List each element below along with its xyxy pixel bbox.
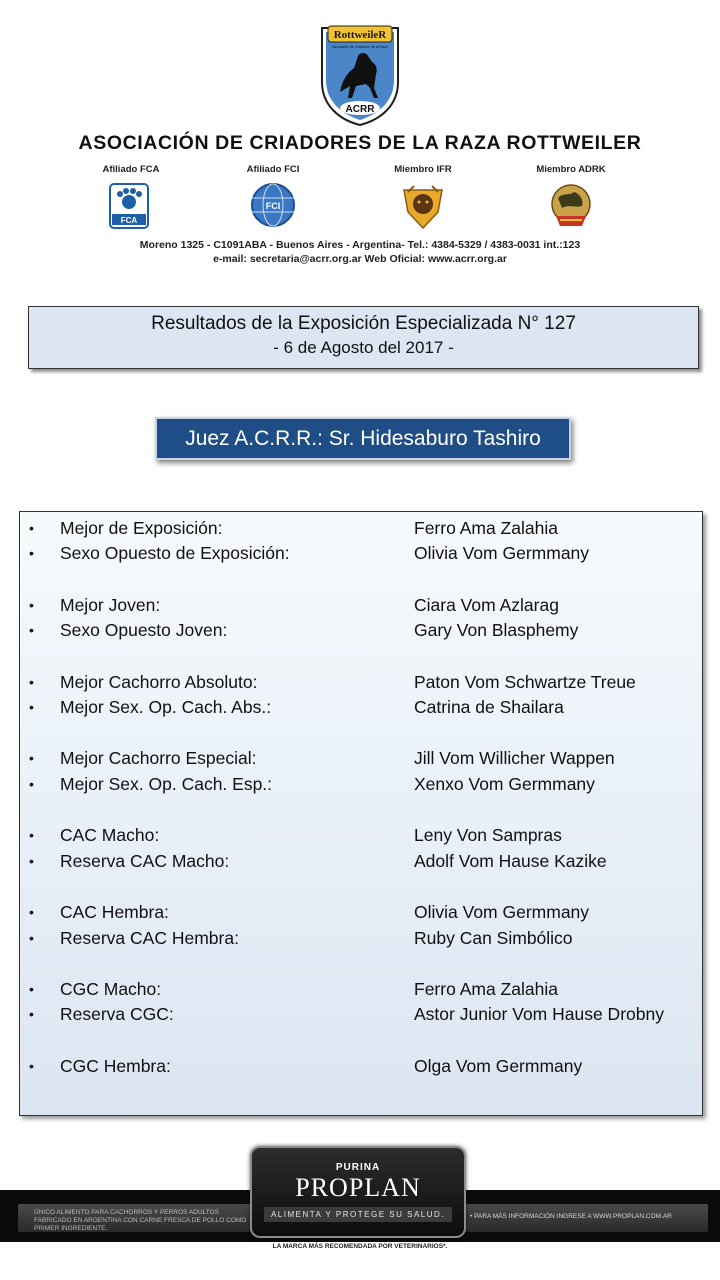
logo-top-text: RottweileR [333,29,387,41]
award-winner: Xenxo Vom Germmany [414,774,595,794]
list-item [20,518,704,542]
logo-bottom-text: ACRR [345,104,375,115]
list-item [20,697,704,721]
award-winner: Olga Vom Germmany [414,1056,583,1076]
award-label: CAC Hembra: [60,902,169,922]
bullet: • [29,776,34,792]
organization-name: ASOCIACIÓN DE CRIADORES DE LA RAZA ROTTWEILER [78,132,642,154]
purina-label: PURINA [335,1162,381,1173]
bullet: • [29,520,34,536]
bullet: • [29,622,34,638]
award-label: Reserva CAC Hembra: [60,928,239,948]
list-item [20,1056,704,1080]
bullet: • [29,930,34,946]
award-label: Reserva CGC: [60,1004,174,1024]
award-winner: Paton Vom Schwartze Treue [414,672,636,692]
award-winner: Ciara Vom Azlarag [414,595,559,615]
award-winner: Ferro Ama Zalahia [414,979,558,999]
list-item [20,979,704,1003]
sponsor-tagline: LA MARCA MÁS RECOMENDADA POR VETERINARIOS*. [272,1243,448,1250]
list-item [20,672,704,696]
bullet: • [29,853,34,869]
sponsor-website-note: • PARA MÁS INFORMACIÓN INGRESE A WWW.PROPLAN.COM.AR [470,1213,672,1220]
award-label: Mejor Cachorro Absoluto: [60,672,258,692]
award-label: CGC Macho: [60,979,162,999]
bullet: • [29,827,34,843]
award-winner: Olivia Vom Germmany [414,543,590,563]
award-label: Sexo Opuesto Joven: [60,620,228,640]
list-item [20,928,704,952]
award-label: Mejor Joven: [60,595,161,615]
proplan-brand: PROPLAN [295,1173,421,1202]
award-winner: Astor Junior Vom Hause Drobny [414,1004,664,1024]
svg-text:FCI: FCI [265,201,281,211]
results-list [19,511,703,1116]
globe-icon [248,182,298,232]
logo-sub-text: Asociación de Criadores de la Raza [332,45,388,49]
affiliation-fci [218,164,328,232]
award-label: Mejor Cachorro Especial: [60,748,257,768]
award-label: Mejor de Exposición: [60,518,223,538]
list-item [20,748,704,772]
award-label: Reserva CAC Macho: [60,851,230,871]
bullet: • [29,1006,34,1022]
award-winner: Leny Von Sampras [414,825,562,845]
acrr-logo [318,22,402,126]
list-item [20,595,704,619]
bullet: • [29,545,34,561]
bullet: • [29,904,34,920]
results-date: - 6 de Agosto del 2017 - [273,338,454,357]
bullet: • [29,1058,34,1074]
proplan-slogan: ALIMENTA Y PROTEGE SU SALUD. [264,1207,452,1222]
affiliation-label: Afiliado FCI [246,164,300,175]
bullet: • [29,699,34,715]
list-item [20,825,704,849]
award-label: Mejor Sex. Op. Cach. Abs.: [60,697,272,717]
award-label: Mejor Sex. Op. Cach. Esp.: [60,774,273,794]
sponsor-disclaimer: ÚNICO ALIMENTO PARA CACHORROS Y PERROS ADULTOS FABRICADO EN ARGENTINA CON CARNE FRESCA DE POLLO COMO PRIMER INGREDIENTE. [34,1209,247,1232]
ifr-dog-icon [398,182,448,232]
list-item [20,620,704,644]
list-item [20,774,704,798]
affiliation-label: Miembro IFR [394,164,452,175]
bullet: • [29,597,34,613]
affiliation-fca [76,164,186,232]
award-winner: Olivia Vom Germmany [414,902,590,922]
award-label: Sexo Opuesto de Exposición: [60,543,290,563]
paw-icon [106,182,156,232]
svg-text:FCA: FCA [120,216,138,225]
results-title: Resultados de la Exposición Especializada N° 127 [151,313,576,334]
award-winner: Gary Von Blasphemy [414,620,579,640]
results-title-box [28,306,699,369]
award-winner: Catrina de Shailara [414,697,564,717]
affiliation-label: Miembro ADRK [536,164,606,175]
award-winner: Jill Vom Willicher Wappen [414,748,615,768]
affiliation-adrk [516,164,626,232]
list-item [20,902,704,926]
affiliation-ifr [368,164,478,232]
award-winner: Adolf Vom Hause Kazike [414,851,607,871]
adrk-globe-icon [546,182,596,232]
contact-address: Moreno 1325 - C1091ABA - Buenos Aires - Argentina- Tel.: 4384-5329 / 4383-0031 int.:123 [139,239,581,251]
list-item [20,851,704,875]
award-winner: Ferro Ama Zalahia [414,518,558,538]
award-label: CGC Hembra: [60,1056,171,1076]
contact-email-web: e-mail: secretaria@acrr.org.ar Web Oficial: www.acrr.org.ar [213,253,507,265]
bullet: • [29,750,34,766]
affiliation-label: Afiliado FCA [102,164,160,175]
list-item [20,543,704,567]
bullet: • [29,981,34,997]
award-label: CAC Macho: [60,825,160,845]
bullet: • [29,674,34,690]
list-item [20,1004,704,1028]
judge-badge: Juez A.C.R.R.: Sr. Hidesaburo Tashiro [155,417,571,460]
award-winner: Ruby Can Simbólico [414,928,573,948]
proplan-logo [250,1146,466,1238]
